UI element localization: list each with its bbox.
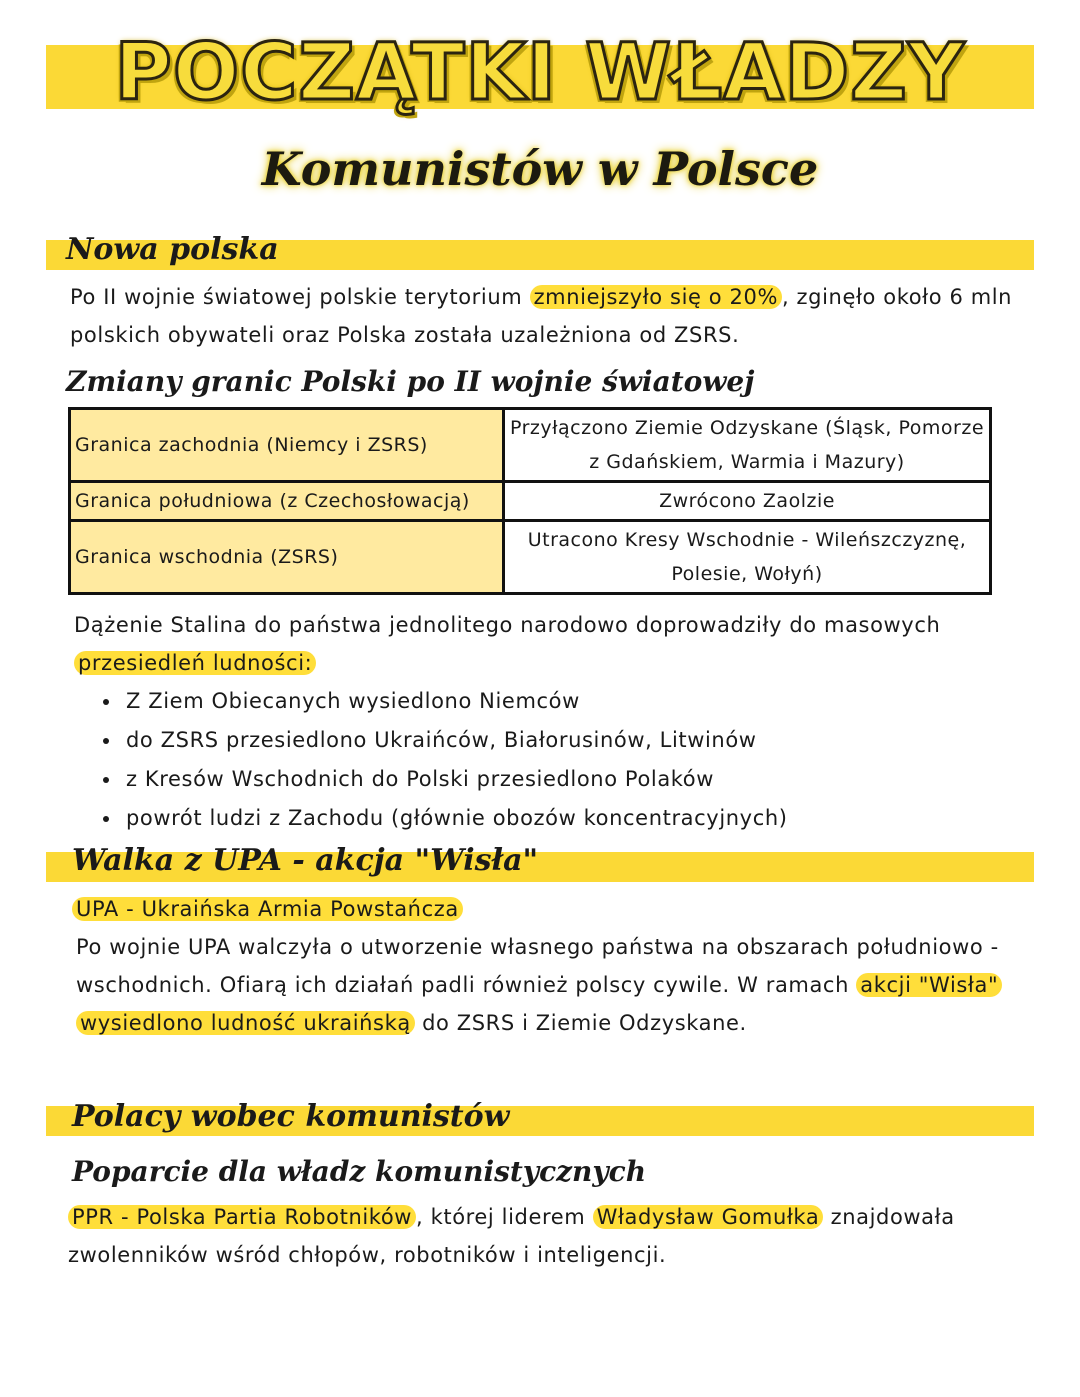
text-segment: Po II wojnie światowej polskie terytorium [70,285,530,309]
page-title: POCZĄTKI WŁADZY [114,28,966,118]
section-text-nowa-polska [70,278,1020,354]
section-heading-nowa-polska: Nowa polska [66,232,279,267]
highlight-resettlement: przesiedleń ludności: [74,651,316,675]
border-name-cell: Granica wschodnia (ZSRS) [70,521,504,594]
border-change-cell: Przyłączono Ziemie Odzyskane (Śląsk, Pomorze z Gdańskiem, Warmia i Mazury) [504,409,991,482]
text-segment: do ZSRS i Ziemie Odzyskane. [414,1011,747,1035]
borders-table [68,407,992,595]
borders-heading: Zmiany granic Polski po II wojnie światowej [66,365,755,398]
highlight-gomulka: Władysław Gomułka [593,1205,824,1229]
list-item: • Z Ziem Obiecanych wysiedlono Niemców [122,682,788,721]
highlight-upa: UPA - Ukraińska Armia Powstańcza [72,897,463,921]
resettlement-text [74,606,1019,682]
table-row [70,409,991,482]
highlight-ppr: PPR - Polska Partia Robotników [68,1205,416,1229]
text-segment: Dążenie Stalina do państwa jednolitego narodowo doprowadziły do masowych [74,613,941,637]
list-item: • powrót ludzi z Zachodu (głównie obozów koncentracyjnych) [122,799,788,838]
highlight-ukrainian-displacement: wysiedlono ludność ukraińską [76,1011,415,1035]
table-row [70,521,991,594]
list-item: • z Kresów Wschodnich do Polski przesiedlono Polaków [122,760,788,799]
section-text-upa [76,928,1006,1042]
text-segment: znajdowała zwolenników wśród chłopów, robotników i inteligencji. [68,1205,955,1267]
border-change-cell: Utracono Kresy Wschodnie - Wileńszczyznę, Polesie, Wołyń) [504,521,991,594]
border-name-cell: Granica południowa (z Czechosłowacją) [70,482,504,521]
section-heading-poles: Polacy wobec komunistów [72,1099,510,1134]
highlight-wisla-action: akcji "Wisła" [856,973,1002,997]
highlight-territory: zmniejszyło się o 20% [530,285,782,309]
text-segment: , zginęło około 6 mln polskich obywateli oraz Polska została uzależniona od ZSRS. [70,285,1013,347]
text-segment: , której liderem [416,1205,593,1229]
resettlement-list [92,682,788,838]
list-item: • do ZSRS przesiedlono Ukraińców, Białorusinów, Litwinów [122,721,788,760]
border-name-cell: Granica zachodnia (Niemcy i ZSRS) [70,409,504,482]
section-heading-upa: Walka z UPA - akcja "Wisła" [72,843,539,878]
table-row [70,482,991,521]
text-segment: Po wojnie UPA walczyła o utworzenie własnego państwa na obszarach południowo - wschodnich. Ofiarą ich działań padli również polscy cywile. W ramach [76,935,999,997]
page-subtitle: Komunistów w Polsce [261,142,819,196]
border-change-cell: Zwrócono Zaolzie [504,482,991,521]
subheading-support: Poparcie dla władz komunistycznych [72,1155,647,1188]
section-text-poles [68,1198,1028,1274]
upa-definition [72,890,463,928]
